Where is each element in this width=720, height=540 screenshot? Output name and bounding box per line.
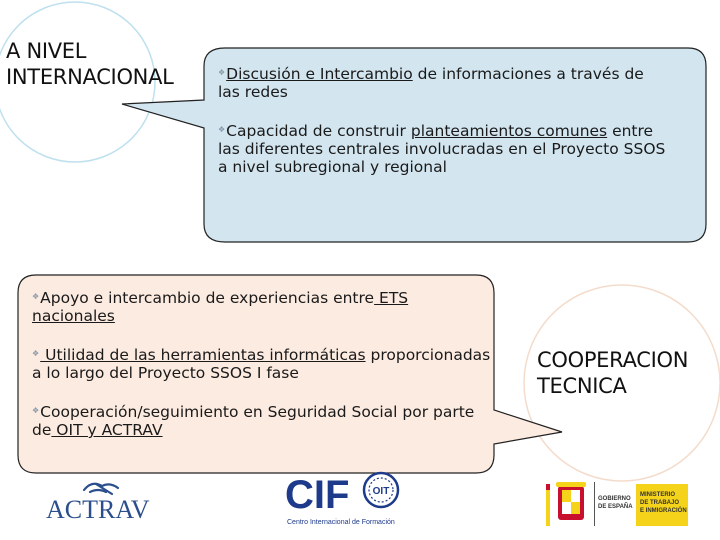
heading-international	[6, 38, 174, 90]
gobierno-label: GOBIERNO DE ESPAÑA	[598, 496, 633, 510]
bullet-text: Utilidad de las herramientas informáticas	[40, 346, 366, 364]
bullet-item	[218, 121, 668, 176]
actrav-logo	[40, 474, 150, 526]
bullet-text: OIT y ACTRAV	[51, 421, 163, 439]
bullet-text: planteamientos comunes	[410, 122, 608, 140]
oit-seal-text: OIT	[372, 486, 390, 497]
bullet-text: proporcionadas a lo largo del Proyecto SSOS I fase	[32, 346, 491, 382]
cif-caption: Centro Internacional de Formación	[287, 519, 395, 526]
bullet-item	[32, 288, 492, 325]
heading-line: A NIVEL	[6, 39, 87, 63]
bullet-text: Capacidad de construir	[226, 122, 411, 140]
flag-stripe-icon	[546, 484, 550, 526]
actrav-wordmark: ACTRAV	[46, 495, 150, 524]
bullet-text: ETS nacionales	[32, 289, 409, 325]
coat-of-arms-icon	[556, 482, 586, 520]
oit-seal-icon	[364, 473, 398, 507]
bullet-item	[32, 402, 492, 439]
bullet-text: Apoyo e intercambio de experiencias entre	[40, 289, 375, 307]
heading-line: INTERNACIONAL	[6, 65, 174, 89]
heading-technical-cooperation	[537, 347, 688, 399]
bullet-marker-icon: ❖	[218, 125, 226, 134]
bullet-text: de informaciones a través de las redes	[218, 65, 644, 101]
bullet-marker-icon: ❖	[32, 406, 40, 415]
blue-callout-list	[218, 64, 668, 176]
spain-government-logo	[540, 478, 690, 530]
heading-line: TECNICA	[537, 374, 627, 398]
bullet-marker-icon: ❖	[32, 292, 40, 301]
bullet-item	[218, 64, 668, 101]
bullet-marker-icon: ❖	[218, 68, 226, 77]
bullet-text: Discusión e Intercambio	[226, 65, 413, 83]
peach-callout-list	[32, 288, 492, 439]
bullet-text: Cooperación/seguimiento en Seguridad Social por parte de	[32, 403, 475, 439]
ministerio-label: MINISTERIO DE TRABAJO E INMIGRACIÓN	[640, 492, 687, 514]
bullet-text: entre las diferentes centrales involucradas en el Proyecto SSOS a nivel subregional y regional	[218, 122, 666, 176]
cif-wordmark: CIF	[285, 473, 350, 517]
heading-line: COOPERACION	[537, 348, 689, 372]
cif-logo	[285, 470, 405, 530]
bullet-marker-icon: ❖	[32, 349, 40, 358]
bullet-item	[32, 345, 492, 382]
handshake-icon	[84, 484, 118, 494]
